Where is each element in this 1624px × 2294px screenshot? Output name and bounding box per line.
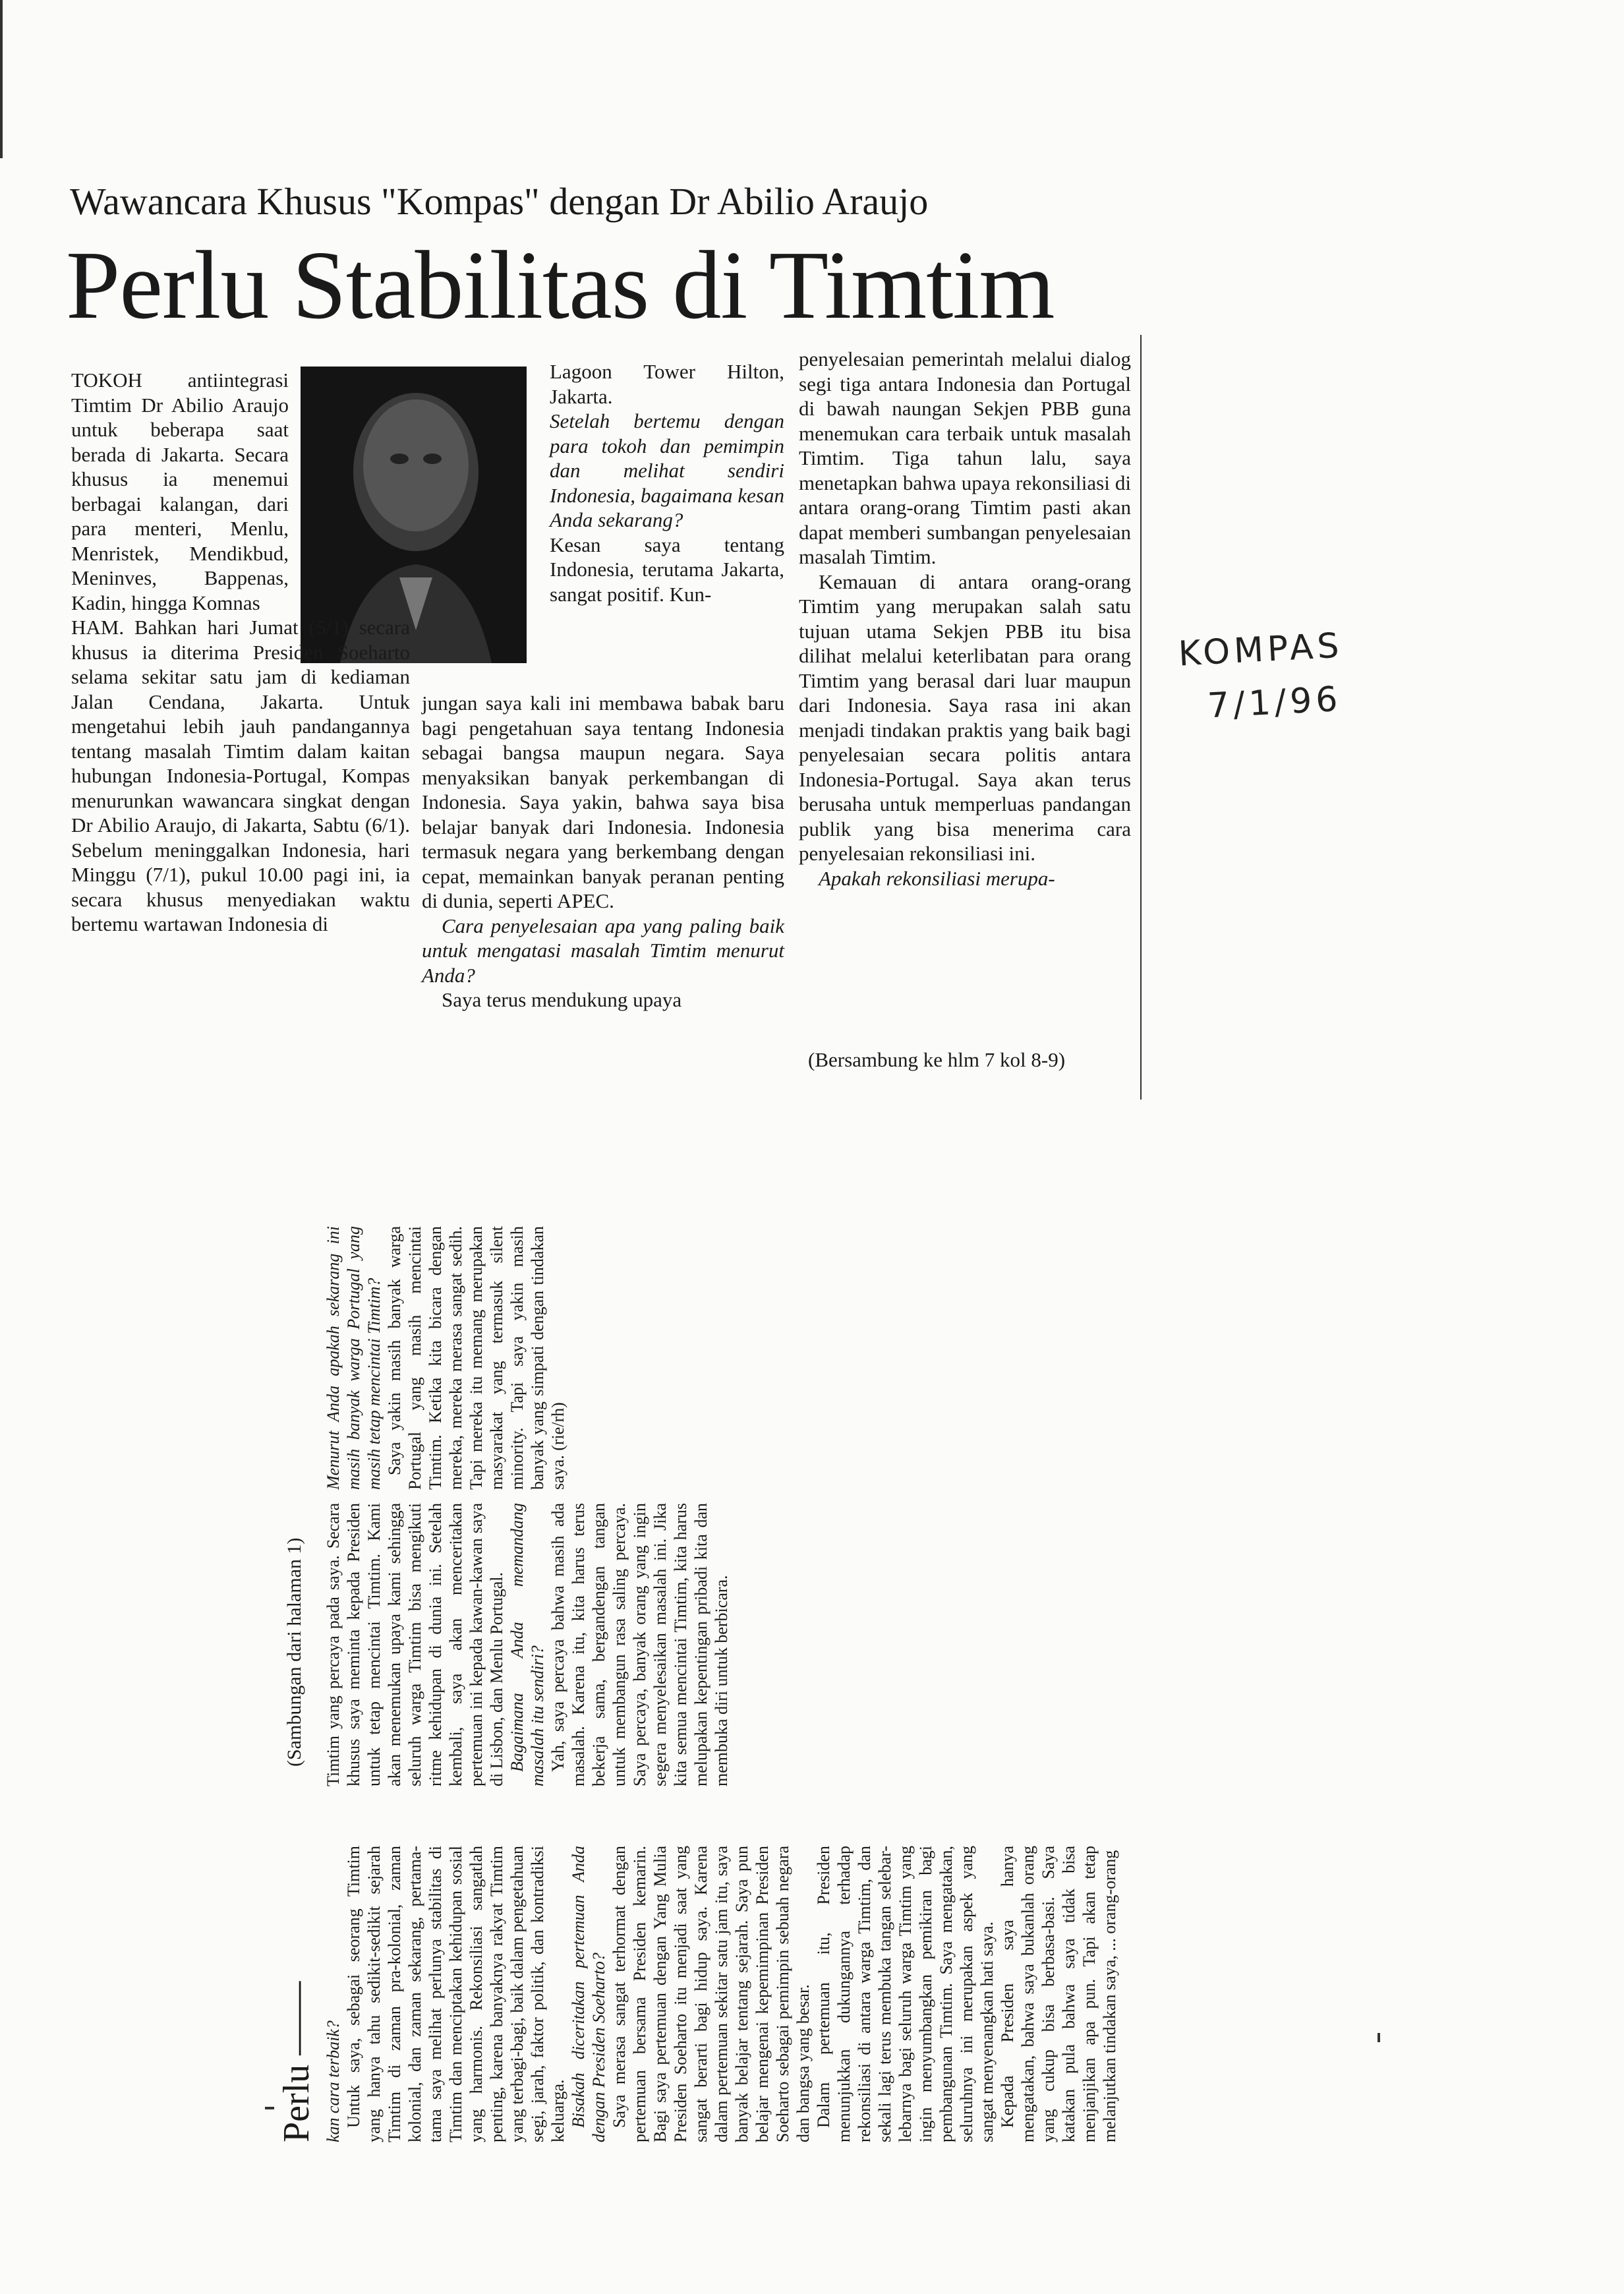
article-paragraph: jungan saya kali ini membawa babak baru bagi pengetahuan saya tentang Indonesia sebagai bangsa maupun negara. Saya menyaksikan banyak perkembangan di Indonesia. Saya yakin, bahwa saya bisa belajar banyak dari Indonesia. Indonesia termasuk negara yang berkembang dengan cepat, memainkan banyak peranan penting di dunia, seperti APEC. bbox=[422, 691, 784, 912]
handwritten-date: 7/1/96 bbox=[1206, 679, 1343, 726]
interview-question: kan cara terbaik? bbox=[324, 2020, 343, 2142]
article-paragraph: penyelesaian pemerintah melalui dialog segi tiga antara Indonesia dan Portugal di bawah naungan Sekjen PBB guna menemukan cara terbaik untuk masalah Timtim. Tiga tahun lalu, saya menetapkan bahwa upaya rekonsiliasi di antara orang-orang Timtim pasti akan dapat memberi sumbangan penyelesaian masalah Timtim. bbox=[799, 347, 1131, 568]
article-paragraph: Kemauan di antara orang-orang Timtim yang merupakan salah satu tujuan utama Sekjen PBB itu bisa dilihat melalui keterlibatan para orang Timtim yang berasal dari luar maupun dari Indonesia. Saya rasa ini akan menjadi tindakan praktis yang baik bagi penyelesaian secara politis antara Indonesia-Portugal. Saya akan terus berusaha untuk memperluas pandangan publik yang bisa menerima cara penyelesaian rekonsiliasi ini. bbox=[799, 570, 1131, 865]
interview-question: Bisakah diceritakan pertemuan Anda dengan Presiden Soeharto? bbox=[569, 1846, 608, 2142]
article-paragraph: Lagoon Tower Hilton, Jakarta. bbox=[550, 360, 784, 408]
continuation-column-3 bbox=[323, 1226, 568, 1490]
handwritten-source: KOMPAS bbox=[1177, 626, 1344, 674]
continuation-paragraph: Untuk saya, sebagai seorang Timtim yang hanya tahu sedikit-sedikit sejarah Timtim di zaman pra-kolonial, zaman kolonial, dan zaman sekarang, pertama-tama saya melihat perlunya stabilitas di Timtim dan menciptakan kehidupan sosial yang harmonis. Rekonsiliasi sangatlah penting, karena banyaknya rakyat Timtim yang terbagi-bagi, baik dalam pengetahuan segi, jarah, faktor politik, dan kontradiksi keluarga. bbox=[344, 1846, 567, 2142]
continuation-paragraph: Kepada Presiden saya hanya mengatakan, bahwa saya bukanlah orang yang cukup bisa berbasa-basi. Saya katakan pula bahwa saya tidak bisa menjanjikan apa pun. Tapi akan tetap melanjutkan tindakan saya, ... orang-orang bbox=[998, 1846, 1119, 2142]
continuation-paragraph: Dalam pertemuan itu, Presiden menunjukkan dukungannya terhadap rekonsiliasi di antara warga Timtim, dan sekali lagi terus membuka tangan selebar-lebarnya bagi seluruh warga Timtim yang ingin menyumbangkan pemikiran bagi pembangunan Timtim. Saya mengatakan, seluruhnya ini merupakan aspek yang sangat menyenangkan hati saya. bbox=[814, 1846, 997, 2142]
article-column-3 bbox=[799, 347, 1131, 891]
interview-question: Cara penyelesaian apa yang paling baik untuk mengatasi masalah Timtim menurut Anda? bbox=[422, 914, 784, 987]
interview-question: Setelah bertemu dengan para tokoh dan pemimpin dan melihat sendiri Indonesia, bagaimana kesan Anda sekarang? bbox=[550, 409, 784, 531]
continuation-label: Perlu —— bbox=[276, 1981, 317, 2142]
column-rule bbox=[1140, 335, 1142, 1100]
article-kicker: Wawancara Khusus "Kompas" dengan Dr Abilio Araujo bbox=[70, 180, 929, 223]
article-paragraph: Kesan saya tentang Indonesia, terutama Jakarta, sangat positif. Kun- bbox=[550, 533, 784, 606]
continuation-column-2 bbox=[323, 1503, 732, 1786]
article-headline: Perlu Stabilitas di Timtim bbox=[66, 231, 1055, 339]
continuation-paragraph: Timtim yang percaya pada saya. Secara khusus saya meminta kepada Presiden untuk tetap mencintai Timtim. Kami akan menemukan upaya kami sehingga seluruh warga Timtim bisa mengikuti ritme kehidupan di dunia ini. Setelah kembali, saya akan menceritakan pertemuan ini kepada kawan-kawan saya di Lisbon, dan Menlu Portugal. bbox=[324, 1503, 506, 1786]
interview-question: Bagaimana Anda memandang masalah itu sendiri? bbox=[508, 1503, 547, 1786]
handwritten-source-note bbox=[1177, 620, 1347, 734]
interview-question: Apakah rekonsiliasi merupa- bbox=[819, 866, 1055, 890]
continuation-column-1 bbox=[323, 1846, 1120, 2142]
continued-note: (Bersambung ke hlm 7 kol 8-9) bbox=[808, 1048, 1066, 1071]
article-lead-paragraph-cont: HAM. Bahkan hari Jumat (5/1) secara khusus ia diterima Presiden Soeharto selama sekitar satu jam di kediaman Jalan Cendana, Jakarta. Untuk mengetahui lebih jauh pandangannya tentang masalah Timtim dalam kaitan hubungan Indonesia-Portugal, Kompas menurunkan wawancara singkat dengan Dr Abilio Araujo, di Jakarta, Sabtu (6/1). Sebelum meninggalkan Indonesia, hari Minggu (7/1), pukul 10.00 pagi ini, ia secara khusus menyediakan waktu bertemu wartawan Indonesia di bbox=[71, 616, 410, 935]
continuation-rotated bbox=[264, 1220, 1173, 2142]
continuation-paragraph: Saya merasa sangat terhormat dengan pertemuan bersama Presiden kemarin. Bagi saya pertemuan dengan Yang Mulia Presiden Soeharto itu menjadi saat yang sangat berarti bagi hidup saya. Karena dalam pertemuan sekitar satu jam itu, saya banyak belajar tentang sejarah. Saya pun belajar mengenai kepemimpinan Presiden Soeharto sebagai pemimpin sebuah negara dan bangsa yang besar. bbox=[610, 1846, 813, 2142]
article-lead-paragraph: TOKOH antiintegrasi Timtim Dr Abilio Araujo untuk beberapa saat berada di Jakarta. Secara khusus ia menemui berbagai kalangan, dari para menteri, Menlu, Menristek, Mendikbud, Meninves, Bappenas, Kadin, hingga Komnas bbox=[71, 368, 289, 614]
article-column-1 bbox=[71, 368, 410, 937]
article-paragraph: Saya terus mendukung upaya bbox=[442, 988, 682, 1011]
scan-edge-mark bbox=[0, 0, 3, 158]
article-column-2-top bbox=[550, 359, 784, 606]
continuation-paragraph: Saya yakin masih banyak warga Portugal yang masih mencintai Timtim. Ketika kita bicara dengan mereka, mereka merasa sangat sedih. Tapi mereka itu memang merupakan masyarakat yang termasuk silent minority. Tapi saya yakin masih banyak yang simpati dengan tindakan saya. (rie/rh) bbox=[385, 1226, 567, 1490]
continuation-block bbox=[264, 1220, 1173, 2142]
continuation-paragraph: Yah, saya percaya bahwa masih ada masalah. Karena itu, kita harus terus bekerja sama, bergandengan tangan untuk membangun rasa saling percaya. Saya percaya, banyak orang yang ingin segera menyelesaikan masalah ini. Jika kita semua mencintai Timtim, kita harus melupakan kepentingan pribadi kita dan membuka diri untuk berbicara. bbox=[548, 1503, 731, 1786]
interview-question: Menurut Anda apakah sekarang ini masih banyak warga Portugal yang masih tetap mencintai Timtim? bbox=[324, 1226, 384, 1490]
scan-speck bbox=[1378, 2033, 1380, 2042]
article-column-2 bbox=[422, 691, 784, 1013]
continuation-from-note: (Sambungan dari halaman 1) bbox=[283, 1537, 305, 1767]
